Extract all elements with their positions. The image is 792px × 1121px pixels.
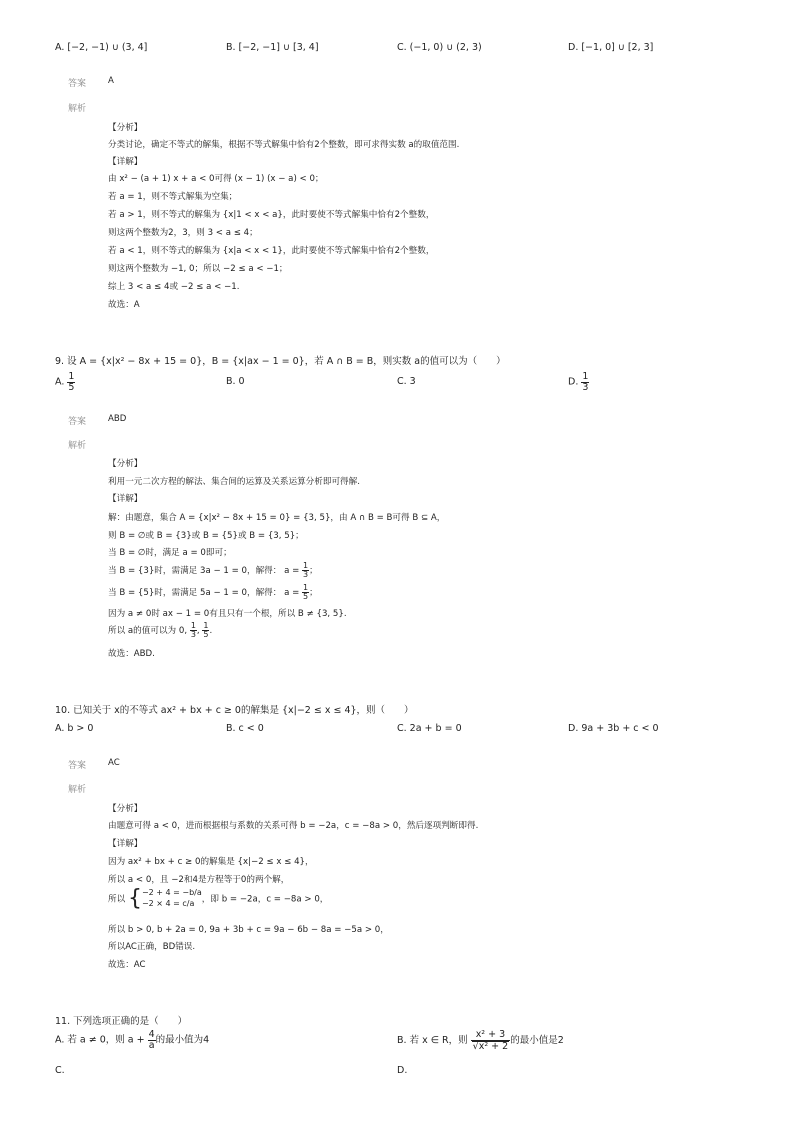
q8-analysis-line: 则这两个整数为2，3，则 3 < a ≤ 4； (108, 228, 258, 238)
q8-analysis-line: 故选：A (108, 300, 140, 310)
q9-option-d (568, 372, 589, 392)
denominator: 5 (303, 592, 309, 601)
q8-answer: A (108, 76, 114, 86)
q10-option-c: C. 2a + b = 0 (397, 723, 462, 734)
q10-line-text: 所以 (108, 894, 126, 905)
q8-analysis-line: 【详解】 (108, 157, 143, 167)
q8-analysis-label: 解析 (68, 104, 87, 114)
q10-analysis-line: 【详解】 (108, 839, 143, 849)
q9-line-text: , (196, 626, 200, 636)
q10-option-b: B. c < 0 (226, 723, 264, 734)
q10-analysis-label: 解析 (68, 785, 87, 795)
q11-option-a (55, 1030, 209, 1050)
q9-analysis-line: 【详解】 (108, 494, 143, 504)
denominator: 3 (190, 630, 196, 639)
numerator: 1 (582, 371, 589, 382)
equation: −2 + 4 = −b/a (141, 888, 202, 898)
radicand: x² + 2 (478, 1040, 509, 1052)
q10-answer-label: 答案 (68, 761, 87, 771)
q9-analysis-line: 当 B = ∅时，满足 a = 0即可； (108, 548, 232, 558)
q9-analysis-line: 【分析】 (108, 459, 143, 469)
numerator: 1 (68, 371, 75, 382)
q11-option-d: D. (397, 1065, 408, 1076)
q9-answer-label: 答案 (68, 417, 87, 427)
fraction (148, 1030, 156, 1050)
q10-line-text: ，即 b = −2a，c = −8a > 0， (201, 894, 329, 905)
q11-option-b (397, 1030, 564, 1051)
q9-analysis-line: 故选：ABD. (108, 649, 155, 659)
q11-option-text: B. 若 x ∈ R，则 (397, 1035, 468, 1046)
q9-analysis-label: 解析 (68, 441, 87, 451)
q9-analysis-line: 利用一元二次方程的解法、集合间的运算及关系运算分析即可得解. (108, 477, 360, 487)
equation: −2 × 4 = c/a (141, 899, 195, 908)
q9-option-a (55, 372, 75, 392)
q9-analysis-line (108, 562, 318, 579)
denominator: 3 (582, 381, 589, 393)
q9-line-text: 所以 a的值可以为 0, (108, 626, 188, 636)
denominator: 5 (203, 630, 209, 639)
q10-analysis-line: 因为 ax² + bx + c ≥ 0的解集是 {x|−2 ≤ x ≤ 4}， (108, 857, 314, 867)
q10-analysis-line: 所以 b > 0, b + 2a = 0, 9a + 3b + c = 9a − 6b − 8a = −5a > 0， (108, 925, 389, 935)
q11-title: 11. 下列选项正确的是（ ） (55, 1016, 188, 1027)
q8-analysis-line: 【分析】 (108, 123, 143, 133)
q11-option-text: A. 若 a ≠ 0，则 a + (55, 1034, 145, 1046)
fraction (67, 372, 75, 392)
q10-option-a: A. b > 0 (55, 723, 94, 734)
q9-line-text: 当 B = {3}时，需满足 3a − 1 = 0，解得： a = (108, 566, 300, 576)
numerator: 1 (203, 621, 209, 630)
q8-analysis-line: 分类讨论，确定不等式的解集，根据不等式解集中恰有2个整数，即可求得实数 a的取值范围. (108, 140, 460, 150)
q9-title: 9. 设 A = {x|x² − 8x + 15 = 0}，B = {x|ax − 1 = 0}，若 A ∩ B = B，则实数 a的值可以为（ ） (55, 356, 506, 367)
q9-option-c: C. 3 (397, 376, 416, 387)
q9-analysis-line: 解：由题意，集合 A = {x|x² − 8x + 15 = 0} = {3, 5}，由 A ∩ B = B可得 B ⊆ A， (108, 513, 446, 523)
numerator: 4 (148, 1029, 155, 1040)
fraction (471, 1030, 511, 1051)
q9-line-text: . (209, 626, 213, 636)
left-brace-icon: { (127, 886, 142, 911)
numerator: 1 (190, 621, 196, 630)
q8-analysis-line: 则这两个整数为 −1, 0；所以 −2 ≤ a < −1； (108, 264, 288, 274)
q10-option-d: D. 9a + 3b + c < 0 (568, 723, 659, 734)
numerator: 1 (303, 583, 309, 592)
q9-line-text: ； (309, 588, 318, 598)
q10-analysis-line (108, 888, 328, 910)
q10-analysis-line: 所以AC正确，BD错误. (108, 942, 196, 952)
q10-title: 10. 已知关于 x的不等式 ax² + bx + c ≥ 0的解集是 {x|−2 ≤ x ≤ 4}，则（ ） (55, 705, 414, 716)
denominator (471, 1041, 511, 1052)
q10-analysis-line: 由题意可得 a < 0，进而根据根与系数的关系可得 b = −2a，c = −8a > 0，然后逐项判断即得. (108, 821, 479, 831)
q9-analysis-line (108, 622, 212, 639)
q9-line-text: 当 B = {5}时，需满足 5a − 1 = 0，解得： a = (108, 588, 300, 598)
q9-analysis-line: 则 B = ∅或 B = {3}或 B = {5}或 B = {3, 5}； (108, 531, 304, 541)
q8-analysis-line: 若 a > 1，则不等式的解集为 {x|1 < x < a}，此时要使不等式解集中恰有2个整数， (108, 210, 435, 220)
q9-analysis-line (108, 584, 318, 601)
q8-option-d: D. [−1, 0] ∪ [2, 3] (568, 42, 654, 53)
q8-option-b: B. [−2, −1] ∪ [3, 4] (226, 42, 319, 53)
denominator: 3 (303, 570, 309, 579)
q8-option-a: A. [−2, −1) ∪ (3, 4] (55, 42, 148, 53)
q10-analysis-line: 故选：AC (108, 960, 146, 970)
q8-answer-label: 答案 (68, 79, 87, 89)
q8-analysis-line: 若 a < 1，则不等式的解集为 {x|a < x < 1}，此时要使不等式解集中恰有2个整数， (108, 246, 435, 256)
fraction (190, 622, 197, 639)
q10-analysis-line: 【分析】 (108, 804, 143, 814)
q8-analysis-line: 综上 3 < a ≤ 4或 −2 ≤ a < −1. (108, 282, 240, 292)
q11-option-c: C. (55, 1065, 65, 1076)
numerator: x² + 3 (471, 1030, 511, 1041)
q9-answer: ABD (108, 414, 127, 424)
q9-option-b: B. 0 (226, 376, 245, 387)
q8-analysis-line: 若 a = 1，则不等式解集为空集； (108, 192, 238, 202)
fraction (581, 372, 589, 392)
q9-option-a-prefix: A. (55, 376, 65, 388)
q11-option-text: 的最小值为4 (155, 1034, 210, 1046)
q9-analysis-line: 因为 a ≠ 0时 ax − 1 = 0有且只有一个根，所以 B ≠ {3, 5}. (108, 609, 347, 619)
q10-answer: AC (108, 758, 120, 768)
q8-option-c: C. (−1, 0) ∪ (2, 3) (397, 42, 482, 53)
numerator: 1 (303, 561, 309, 570)
denominator: 5 (68, 381, 75, 393)
denominator: a (148, 1039, 155, 1051)
q8-analysis-line: 由 x² − (a + 1) x + a < 0可得 (x − 1) (x − a) < 0； (108, 174, 324, 184)
equation-system (142, 888, 202, 910)
q10-analysis-line: 所以 a < 0，且 −2和4是方程等于0的两个解， (108, 875, 290, 885)
square-root-icon: √x² + 2 (472, 1040, 509, 1052)
q9-option-d-prefix: D. (568, 376, 579, 388)
q9-line-text: ； (309, 566, 318, 576)
q11-option-text: 的最小值是2 (510, 1035, 564, 1046)
